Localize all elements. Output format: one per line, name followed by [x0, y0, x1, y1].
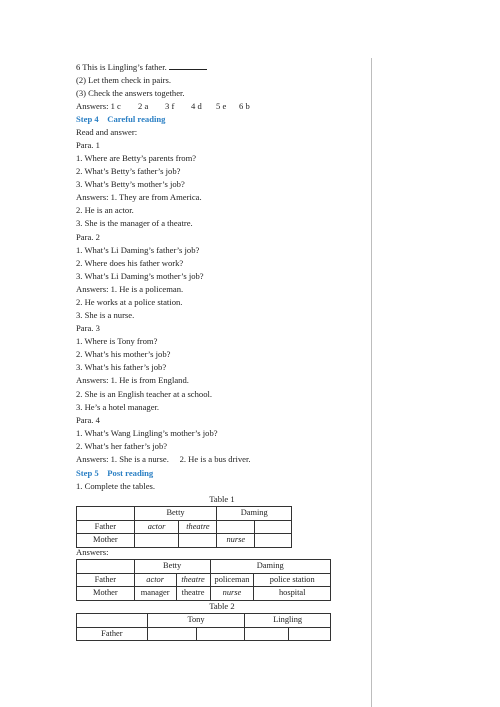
answer-item: 6 b [239, 101, 250, 111]
question: 3. What’s his father’s job? [76, 362, 167, 372]
table-cell: theatre [179, 520, 217, 534]
answer-line: 2. She is an English teacher at a school. [76, 389, 213, 399]
table-row [77, 520, 292, 534]
text-line: (2) Let them check in pairs. [76, 75, 171, 85]
table-cell [289, 627, 331, 641]
question: 1. Where are Betty’s parents from? [76, 153, 197, 163]
answer-line: 2. He works at a police station. [76, 297, 183, 307]
table-row [77, 587, 331, 601]
question: 2. What’s his mother’s job? [76, 349, 171, 359]
matching-answers [76, 101, 250, 112]
table-cell [77, 507, 135, 521]
table-caption: Table 1 [209, 494, 235, 504]
answer-blank [169, 62, 207, 70]
row-label: Father [77, 573, 135, 587]
answer-line: 3. He’s a hotel manager. [76, 402, 160, 412]
question: 3. What’s Li Daming’s mother’s job? [76, 271, 204, 281]
answer-item: 3 f [165, 101, 175, 111]
table-cell: police station [254, 573, 331, 587]
table-cell: hospital [254, 587, 331, 601]
table-cell: actor [134, 573, 176, 587]
step-heading: Step 4 Careful reading [76, 114, 166, 124]
answer-item: 2 a [138, 101, 149, 111]
table-cell [179, 534, 217, 548]
para-label: Para. 2 [76, 232, 100, 242]
table-cell: nurse [210, 587, 254, 601]
table-cell [217, 520, 255, 534]
table-header-cell: Daming [217, 507, 292, 521]
table-row [77, 560, 331, 574]
table-caption: Table 2 [209, 601, 235, 611]
row-label: Mother [77, 587, 135, 601]
answer-line: Answers: 1. They are from America. [76, 192, 202, 202]
table-cell [77, 614, 148, 628]
table-cell [245, 627, 289, 641]
question: 2. What’s her father’s job? [76, 441, 168, 451]
text-line: Read and answer: [76, 127, 138, 137]
table-cell: actor [134, 520, 179, 534]
question: 3. What’s Betty’s mother’s job? [76, 179, 185, 189]
table-row [77, 627, 331, 641]
table-1 [76, 506, 292, 548]
table-header-cell: Betty [134, 560, 210, 574]
row-label: Father [77, 627, 148, 641]
question: 2. What’s Betty’s father’s job? [76, 166, 181, 176]
answer-line: 3. She is a nurse. [76, 310, 135, 320]
table-cell [255, 520, 292, 534]
column-divider [371, 58, 372, 707]
table-1-answers [76, 559, 331, 601]
answer-item: Answers: 1 c [76, 101, 121, 111]
row-label: Mother [77, 534, 135, 548]
table-row [77, 614, 331, 628]
row-label: Father [77, 520, 135, 534]
table-cell [255, 534, 292, 548]
text-line: 1. Complete the tables. [76, 481, 155, 491]
answer-line: Answers: 1. He is a policeman. [76, 284, 184, 294]
question: 1. What’s Li Daming’s father’s job? [76, 245, 200, 255]
answer-item: 4 d [191, 101, 202, 111]
para-label: Para. 4 [76, 415, 100, 425]
answer-line: Answers: 1. He is from England. [76, 375, 189, 385]
table-header-cell: Tony [147, 614, 245, 628]
answer-line: 2. He is an actor. [76, 205, 134, 215]
answer-item: 5 e [216, 101, 227, 111]
table-row [77, 534, 292, 548]
text-line: Answers: [76, 547, 109, 557]
table-cell [77, 560, 135, 574]
answer-line: 3. She is the manager of a theatre. [76, 218, 193, 228]
para-label: Para. 1 [76, 140, 100, 150]
table-cell [134, 534, 179, 548]
table-cell [196, 627, 245, 641]
answer-line: Answers: 1. She is a nurse. 2. He is a bus driver. [76, 454, 251, 464]
text-line: 6 This is Lingling’s father. [76, 62, 207, 73]
table-cell: theatre [176, 573, 210, 587]
table-cell: nurse [217, 534, 255, 548]
table-row [77, 573, 331, 587]
text-line: (3) Check the answers together. [76, 88, 185, 98]
table-row [77, 507, 292, 521]
table-cell: theatre [176, 587, 210, 601]
step-heading: Step 5 Post reading [76, 468, 154, 478]
table-header-cell: Betty [134, 507, 217, 521]
question: 1. Where is Tony from? [76, 336, 158, 346]
table-2 [76, 613, 331, 641]
question: 2. Where does his father work? [76, 258, 184, 268]
question: 1. What’s Wang Lingling’s mother’s job? [76, 428, 218, 438]
table-header-cell: Daming [210, 560, 331, 574]
table-cell: policeman [210, 573, 254, 587]
table-header-cell: Lingling [245, 614, 331, 628]
table-cell [147, 627, 196, 641]
table-cell: manager [134, 587, 176, 601]
para-label: Para. 3 [76, 323, 100, 333]
